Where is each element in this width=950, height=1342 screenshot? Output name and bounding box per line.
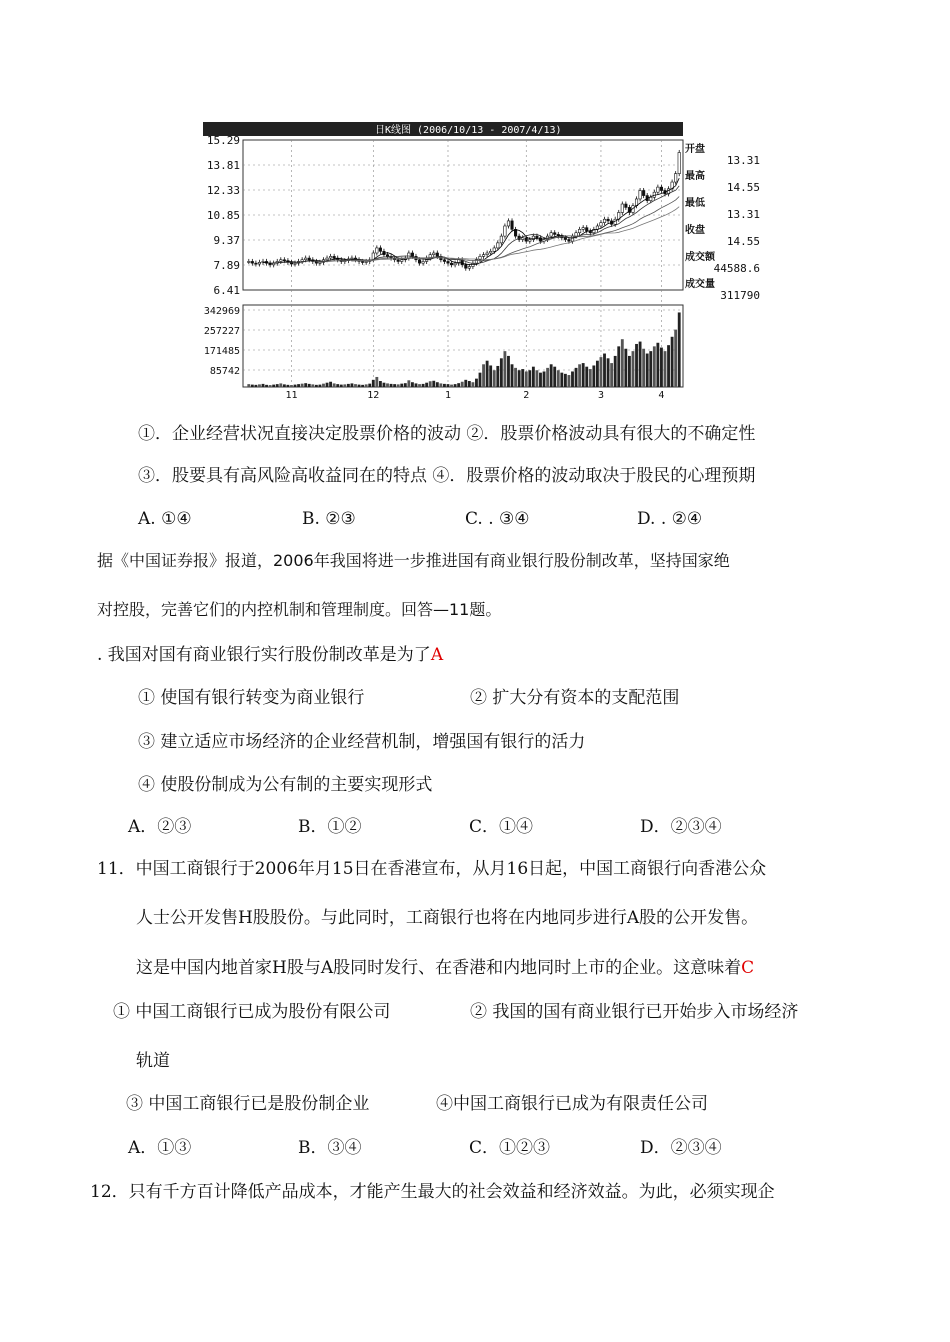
volume-bar	[536, 370, 539, 387]
x-tick-label: 3	[597, 390, 604, 400]
volume-bar	[319, 385, 322, 387]
volume-bar	[443, 384, 446, 387]
volume-bar	[368, 384, 371, 387]
candle-body	[657, 187, 659, 192]
candle-body	[258, 262, 260, 264]
volume-bar	[635, 344, 638, 387]
q10-choice-d: D．②③④	[640, 817, 722, 837]
volume-bar	[329, 382, 332, 387]
volume-bar	[528, 370, 531, 387]
volume-bar	[514, 368, 517, 387]
q10-choice-c: C．①④	[469, 817, 534, 837]
volume-bar	[450, 385, 453, 387]
candle-body	[408, 253, 410, 258]
volume-bar	[390, 384, 393, 387]
volume-bar	[660, 348, 663, 387]
volume-bar	[333, 383, 336, 387]
info-label: 最低	[685, 198, 705, 209]
q11-line-3	[136, 957, 754, 979]
volume-bar	[297, 384, 300, 387]
candle-body	[660, 187, 662, 190]
choice-a: A. ①④	[138, 509, 192, 529]
volume-tick-label: 342969	[203, 306, 240, 317]
volume-bar	[447, 384, 450, 387]
candle-body	[294, 263, 296, 264]
volume-bar	[560, 373, 563, 387]
volume-bar	[272, 385, 275, 387]
volume-bar	[276, 384, 279, 387]
info-value: 311790	[720, 289, 760, 302]
volume-bar	[326, 383, 329, 387]
volume-bar	[500, 358, 503, 387]
price-tick-label: 7.89	[213, 259, 240, 272]
volume-bar	[525, 371, 528, 387]
candle-body	[621, 204, 623, 212]
q10-option-1: ① 使国有银行转变为商业银行	[138, 688, 365, 708]
volume-bar	[482, 364, 485, 387]
volume-bar	[617, 346, 620, 387]
volume-bar	[269, 385, 272, 387]
volume-bar	[461, 382, 464, 387]
volume-bar	[386, 383, 389, 387]
volume-bar	[603, 354, 606, 387]
candle-body	[507, 221, 509, 226]
volume-bar	[475, 379, 478, 387]
candle-body	[564, 238, 566, 240]
candle-body	[575, 233, 577, 236]
volume-bar	[571, 371, 574, 387]
q10-option-3: ③ 建立适应市场经济的企业经营机制，增强国有银行的活力	[138, 732, 586, 752]
volume-tick-label: 171485	[203, 346, 240, 357]
volume-bar	[254, 385, 257, 387]
chart-title: 日K线图 (2006/10/13 - 2007/4/13)	[375, 125, 562, 136]
q11-line-3-text: 这是中国内地首家H股与A股同时发行、在香港和内地同时上市的企业。这意味着	[136, 958, 742, 978]
candle-body	[529, 239, 531, 241]
volume-bar	[265, 385, 268, 387]
candle-body	[251, 261, 253, 263]
q11-choice-d: D．②③④	[640, 1138, 722, 1158]
candle-body	[248, 261, 250, 262]
candle-body	[361, 261, 363, 262]
x-tick-label: 2	[523, 390, 530, 400]
q11-option-1: ① 中国工商银行已成为股份有限公司	[113, 1002, 391, 1022]
volume-bar	[439, 383, 442, 387]
volume-bar	[632, 351, 635, 387]
volume-bar	[479, 373, 482, 387]
volume-bar	[283, 384, 286, 387]
volume-bar	[415, 383, 418, 387]
volume-bar	[365, 384, 368, 387]
volume-bar	[614, 356, 617, 387]
candle-body	[329, 256, 331, 258]
candle-body	[401, 260, 403, 262]
volume-bar	[589, 369, 592, 387]
candle-body	[326, 258, 328, 260]
volume-bar	[379, 381, 382, 387]
price-axis	[207, 134, 240, 297]
candle-body	[319, 262, 321, 263]
volume-bar	[653, 346, 656, 387]
q10-option-4: ④ 使股份制成为公有制的主要实现形式	[138, 775, 433, 795]
price-tick-label: 10.85	[206, 209, 240, 222]
volume-bar	[308, 384, 311, 387]
candle-body	[603, 219, 605, 222]
info-value: 44588.6	[713, 262, 760, 275]
volume-bar	[457, 383, 460, 387]
volume-bar	[539, 373, 542, 387]
candle-body	[283, 260, 285, 261]
volume-axis	[204, 306, 240, 377]
volume-bar	[425, 383, 428, 387]
volume-bar	[418, 384, 421, 387]
volume-bar	[340, 385, 343, 387]
info-value: 13.31	[726, 154, 760, 167]
x-tick-label: 1	[444, 390, 452, 400]
candle-body	[447, 261, 449, 263]
volume-bar	[624, 349, 627, 387]
candle-body	[301, 260, 303, 262]
info-value: 14.55	[726, 181, 760, 194]
x-axis	[285, 390, 664, 400]
volume-bar	[290, 385, 293, 387]
candle-body	[454, 263, 456, 265]
info-label: 成交量	[685, 279, 715, 290]
q11-option-2: ② 我国的国有商业银行已开始步入市场经济	[470, 1002, 799, 1022]
volume-bar	[607, 358, 610, 387]
q10-stem	[97, 644, 443, 666]
q11-choice-c: C．①②③	[469, 1138, 551, 1158]
candle-body	[304, 258, 306, 260]
q10-choice-b: B．①②	[298, 817, 362, 837]
candle-body	[379, 248, 381, 251]
candle-body	[525, 238, 527, 241]
candle-body	[418, 260, 420, 263]
volume-bar	[656, 343, 659, 387]
volume-bar	[621, 339, 624, 387]
option-line-2: ③．股要具有高风险高收益同在的特点 ④．股票价格的波动取决于股民的心理预期	[138, 466, 756, 486]
volume-bar	[578, 364, 581, 387]
candle-body	[625, 204, 627, 207]
volume-bar	[493, 370, 496, 387]
candle-body	[255, 263, 257, 264]
candle-body	[511, 221, 513, 229]
candle-body	[365, 261, 367, 262]
volume-bar	[322, 384, 325, 387]
choice-d: D. . ②④	[637, 509, 703, 529]
volume-bar	[628, 356, 631, 387]
volume-bar	[262, 384, 265, 387]
volume-bar	[279, 383, 282, 387]
volume-bar	[568, 375, 571, 387]
volume-bar	[489, 365, 492, 387]
price-tick-label: 9.37	[213, 234, 240, 247]
candle-body	[642, 191, 644, 196]
volume-bar	[383, 383, 386, 387]
volume-bar	[557, 370, 560, 387]
x-tick-label: 12	[367, 390, 380, 400]
volume-bar	[671, 337, 674, 387]
q11-line-1: 11．中国工商银行于2006年月15日在香港宣布，从月16日起，中国工商银行向香港公众	[97, 859, 767, 879]
volume-bar	[286, 385, 289, 387]
candle-body	[397, 260, 399, 262]
volume-bar	[646, 354, 649, 387]
candle-body	[521, 238, 523, 240]
volume-bar	[511, 364, 514, 387]
volume-bar	[610, 363, 613, 387]
price-info-panel	[685, 142, 760, 302]
candle-body	[650, 197, 652, 200]
volume-bar	[301, 384, 304, 387]
volume-bar	[664, 351, 667, 387]
candle-body	[489, 251, 491, 253]
info-label: 开盘	[685, 144, 705, 155]
candle-body	[376, 248, 378, 253]
volume-bar	[507, 356, 510, 387]
volume-bar	[343, 384, 346, 387]
volume-bar	[546, 368, 549, 387]
volume-bar	[432, 381, 435, 387]
price-tick-label: 15.29	[206, 134, 240, 147]
volume-bar	[393, 384, 396, 387]
volume-bar	[315, 385, 318, 387]
volume-tick-label: 85742	[209, 366, 240, 377]
volume-bar	[553, 367, 556, 387]
volume-bar	[361, 385, 364, 387]
candle-body	[600, 223, 602, 226]
volume-bar	[585, 367, 588, 387]
intro-line-1: 据《中国证券报》报道，2006年我国将进一步推进国有商业银行股份制改革，坚持国家绝	[97, 551, 730, 570]
volume-bar	[422, 384, 425, 387]
x-tick-label: 11	[285, 390, 298, 400]
candle-body	[465, 265, 467, 268]
candle-body	[422, 261, 424, 263]
q11-option-2-cont: 轨道	[136, 1051, 170, 1071]
volume-bar	[596, 361, 599, 387]
q12-line-1: 12．只有千方百计降低产品成本，才能产生最大的社会效益和经济效益。为此，必须实现企	[90, 1182, 775, 1202]
volume-bar	[304, 383, 307, 387]
q10-answer: A	[430, 645, 444, 665]
candle-body	[443, 260, 445, 262]
volume-bar	[468, 381, 471, 387]
candle-body	[386, 255, 388, 257]
price-tick-label: 12.33	[206, 184, 240, 197]
volume-bar	[521, 369, 524, 387]
q11-choice-b: B．③④	[298, 1138, 362, 1158]
info-value: 14.55	[726, 235, 760, 248]
volume-bar	[564, 374, 567, 387]
volume-bar	[372, 380, 375, 387]
volume-bar	[347, 384, 350, 387]
volume-bar	[375, 377, 378, 387]
volume-bar	[678, 312, 681, 387]
candle-body	[589, 231, 591, 233]
info-value: 13.31	[726, 208, 760, 221]
candle-body	[486, 253, 488, 255]
info-label: 成交额	[685, 252, 715, 263]
q11-choice-a: A．①③	[128, 1138, 192, 1158]
volume-bar	[251, 385, 254, 387]
volume-bar	[496, 366, 499, 387]
volume-bar	[532, 367, 535, 387]
volume-bar	[351, 383, 354, 387]
volume-bar	[311, 384, 314, 387]
candle-body	[280, 260, 282, 262]
candle-body	[497, 243, 499, 248]
candle-body	[550, 233, 552, 236]
volume-bar	[294, 385, 297, 387]
price-tick-label: 6.41	[213, 284, 240, 297]
candle-body	[568, 239, 570, 241]
volume-bar	[358, 385, 361, 387]
volume-bar	[454, 384, 457, 387]
q10-option-2: ② 扩大分有资本的支配范围	[470, 688, 680, 708]
candle-body	[468, 267, 470, 269]
volume-bar	[667, 345, 670, 387]
price-tick-label: 13.81	[206, 159, 240, 172]
volume-bar	[600, 357, 603, 387]
candle-body	[585, 228, 587, 231]
candle-body	[504, 226, 506, 236]
volume-bar	[411, 382, 414, 387]
volume-bar	[336, 384, 339, 387]
volume-bar	[464, 380, 467, 387]
volume-bar	[674, 330, 677, 387]
volume-bar	[354, 384, 357, 387]
volume-bar	[247, 384, 250, 387]
candle-body	[582, 228, 584, 230]
volume-bar	[429, 381, 432, 387]
candle-body	[674, 174, 676, 182]
volume-bar	[486, 361, 489, 387]
volume-bar	[543, 371, 546, 387]
choice-b: B. ②③	[302, 509, 356, 529]
candle-body	[333, 256, 335, 258]
volume-bar	[258, 384, 261, 387]
candle-body	[436, 253, 438, 256]
volume-bar	[649, 351, 652, 387]
volume-bar	[407, 380, 410, 387]
candle-body	[493, 248, 495, 251]
info-label: 收盘	[685, 225, 705, 236]
candle-body	[536, 236, 538, 238]
volume-bar	[639, 342, 642, 387]
candle-body	[433, 253, 435, 255]
volume-bar	[582, 363, 585, 387]
intro-line-2: 对控股，完善它们的内控机制和管理制度。回答—11题。	[97, 600, 502, 619]
q10-stem-text: . 我国对国有商业银行实行股份制改革是为了	[97, 645, 431, 665]
stock-kline-chart	[185, 120, 765, 400]
volume-bar	[642, 349, 645, 387]
info-label: 最高	[685, 171, 705, 182]
volume-bar	[436, 382, 439, 387]
candle-body	[411, 253, 413, 256]
candle-body	[678, 153, 680, 174]
q11-option-3: ③ 中国工商银行已是股份制企业	[126, 1094, 370, 1114]
volume-tick-label: 257227	[203, 326, 240, 337]
option-line-1: ①．企业经营状况直接决定股票价格的波动 ②．股票价格波动具有很大的不确定性	[138, 424, 756, 444]
q11-option-4: ④中国工商银行已成为有限责任公司	[436, 1094, 708, 1114]
x-tick-label: 4	[658, 390, 665, 400]
candle-body	[450, 263, 452, 265]
volume-bar	[404, 383, 407, 387]
volume-bar	[397, 384, 400, 387]
q10-choice-a: A．②③	[128, 817, 192, 837]
volume-bar	[400, 384, 403, 387]
candle-body	[607, 219, 609, 221]
volume-bar	[503, 351, 506, 387]
volume-bar	[550, 364, 553, 387]
candle-body	[500, 236, 502, 243]
candle-body	[553, 233, 555, 235]
candle-body	[482, 255, 484, 257]
candle-body	[639, 191, 641, 199]
q11-line-2: 人士公开发售H股股份。与此同时，工商银行也将在内地同步进行A股的公开发售。	[136, 908, 759, 928]
q11-answer: C	[741, 958, 755, 978]
volume-panel-frame	[243, 305, 683, 387]
choice-c: C. . ③④	[465, 509, 530, 529]
candle-body	[308, 258, 310, 260]
volume-bar	[575, 368, 578, 387]
volume-bar	[471, 382, 474, 387]
volume-bar	[592, 365, 595, 387]
volume-bar	[518, 370, 521, 387]
candle-body	[578, 229, 580, 232]
